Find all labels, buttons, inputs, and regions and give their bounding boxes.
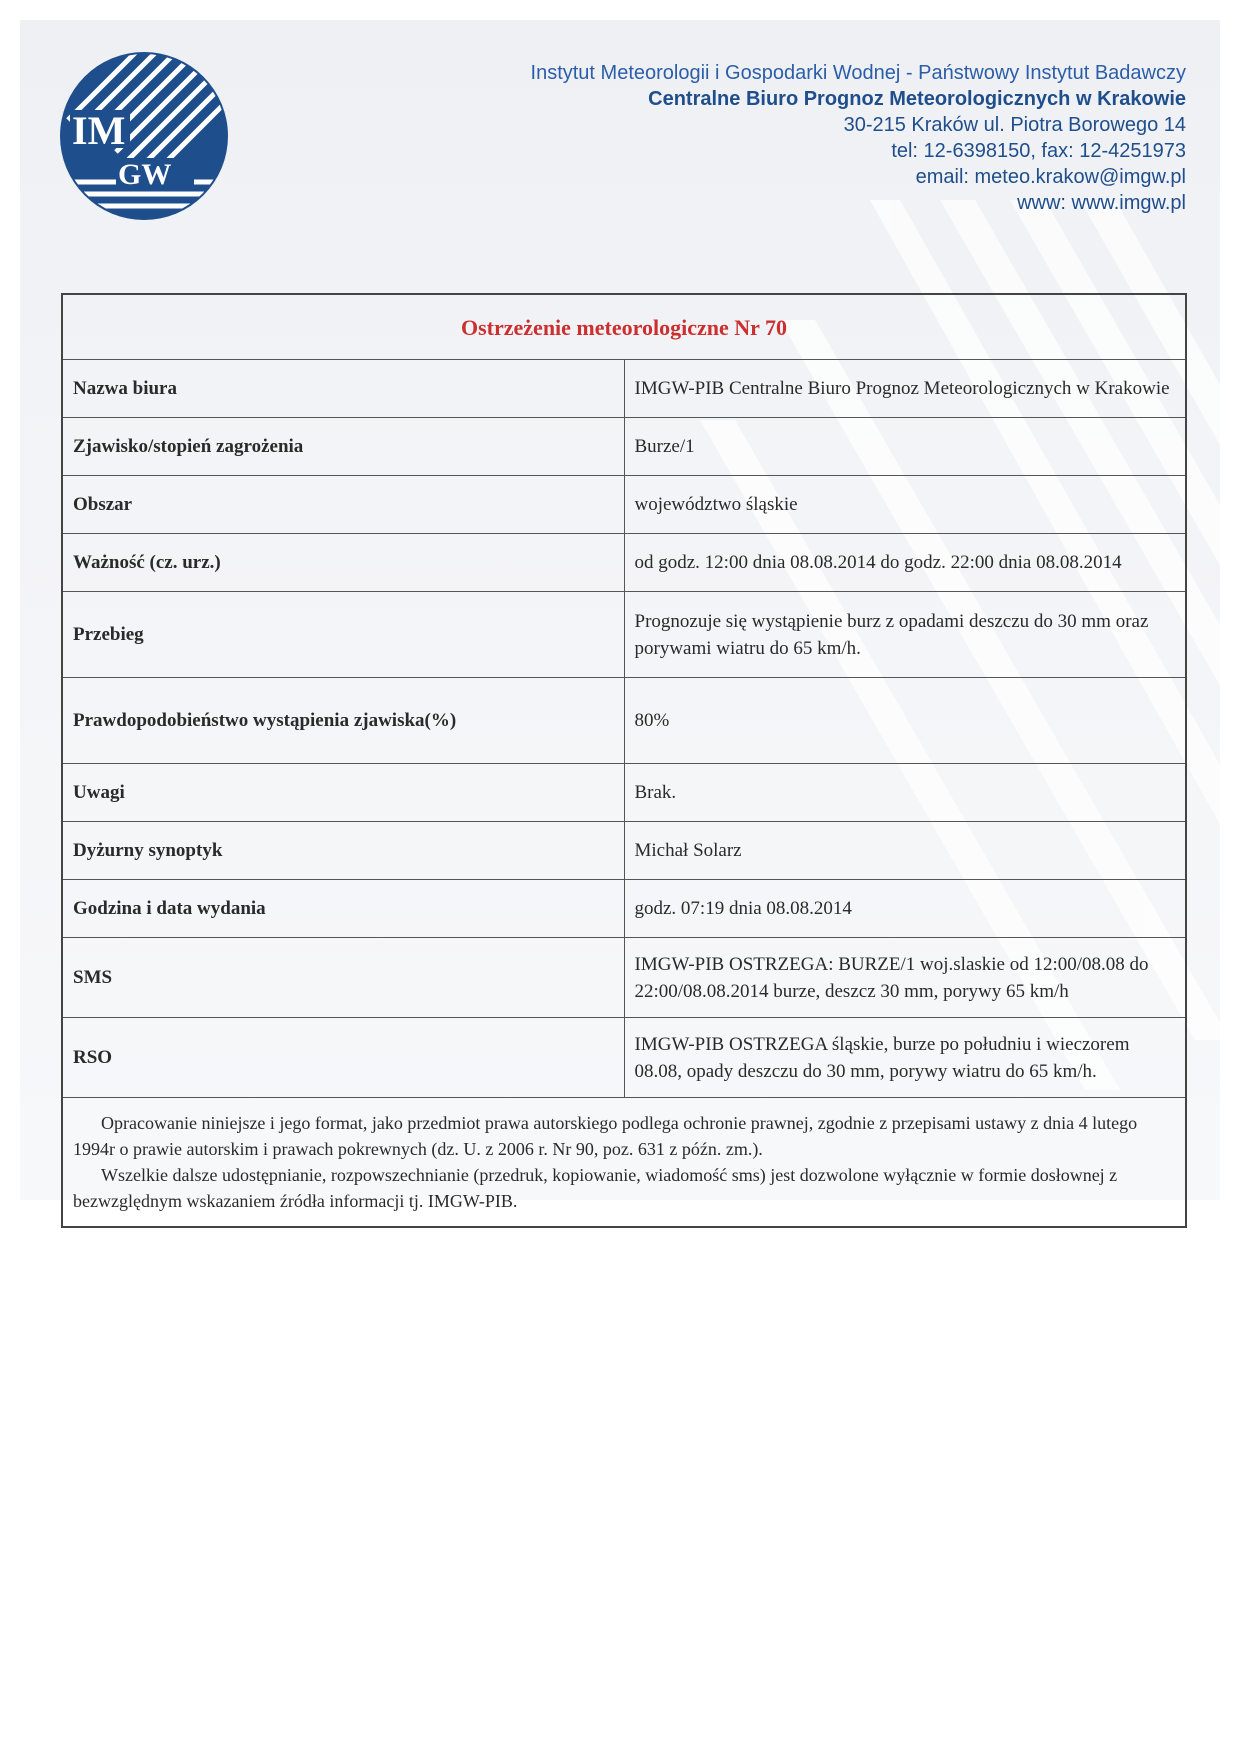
row-label: Zjawisko/stopień zagrożenia bbox=[62, 418, 624, 476]
website: www: www.imgw.pl bbox=[1017, 192, 1186, 214]
table-row bbox=[62, 938, 1186, 1018]
title-row bbox=[62, 294, 1186, 360]
phone-fax: tel: 12-6398150, fax: 12-4251973 bbox=[891, 140, 1186, 162]
row-value: Brak. bbox=[624, 764, 1186, 822]
row-label: SMS bbox=[62, 938, 624, 1018]
row-value: 80% bbox=[624, 678, 1186, 764]
bureau-name: Centralne Biuro Prognoz Meteorologicznych w Krakowie bbox=[648, 88, 1186, 110]
row-value: Burze/1 bbox=[624, 418, 1186, 476]
row-label: RSO bbox=[62, 1018, 624, 1098]
row-label: Godzina i data wydania bbox=[62, 880, 624, 938]
svg-text:GW: GW bbox=[118, 158, 172, 191]
row-label: Ważność (cz. urz.) bbox=[62, 534, 624, 592]
warning-table bbox=[61, 293, 1187, 1228]
table-row bbox=[62, 822, 1186, 880]
row-value: IMGW-PIB OSTRZEGA: BURZE/1 woj.slaskie od 12:00/08.08 do 22:00/08.08.2014 burze, deszcz 30 mm, porywy 65 km/h bbox=[624, 938, 1186, 1018]
distribution-paragraph: Wszelkie dalsze udostępnianie, rozpowszechnianie (przedruk, kopiowanie, wiadomość sms) jest dozwolone wyłącznie w formie dosłownej z bezwzględnym wskazaniem źródła informacji tj. IMGW-PIB. bbox=[73, 1165, 1118, 1211]
address: 30-215 Kraków ul. Piotra Borowego 14 bbox=[843, 114, 1186, 136]
email: email: meteo.krakow@imgw.pl bbox=[915, 166, 1186, 188]
table-row bbox=[62, 476, 1186, 534]
row-value: IMGW-PIB Centralne Biuro Prognoz Meteorologicznych w Krakowie bbox=[624, 360, 1186, 418]
table-row bbox=[62, 418, 1186, 476]
table-row bbox=[62, 764, 1186, 822]
row-label: Nazwa biura bbox=[62, 360, 624, 418]
row-value: IMGW-PIB OSTRZEGA śląskie, burze po południu i wieczorem 08.08, opady deszczu do 30 mm, porywy wiatru do 65 km/h. bbox=[624, 1018, 1186, 1098]
row-label: Prawdopodobieństwo wystąpienia zjawiska(%) bbox=[62, 678, 624, 764]
footer-row bbox=[62, 1098, 1186, 1228]
row-value: godz. 07:19 dnia 08.08.2014 bbox=[624, 880, 1186, 938]
svg-text:IM: IM bbox=[72, 108, 126, 153]
row-value: Michał Solarz bbox=[624, 822, 1186, 880]
row-label: Przebieg bbox=[62, 592, 624, 678]
row-label: Dyżurny synoptyk bbox=[62, 822, 624, 880]
table-row bbox=[62, 592, 1186, 678]
warning-title: Ostrzeżenie meteorologiczne Nr 70 bbox=[62, 294, 1186, 360]
copyright-paragraph: Opracowanie niniejsze i jego format, jako przedmiot prawa autorskiego podlega ochronie prawnej, zgodnie z przepisami ustawy z dnia 4 lutego 1994r o prawie autorskim i prawach pokrewnych (dz. U. z 2006 r. Nr 90, poz. 631 z późn. zm.). bbox=[73, 1113, 1138, 1159]
table-row bbox=[62, 1018, 1186, 1098]
row-label: Obszar bbox=[62, 476, 624, 534]
table-row bbox=[62, 880, 1186, 938]
institute-name: Instytut Meteorologii i Gospodarki Wodnej - Państwowy Instytut Badawczy bbox=[530, 62, 1186, 84]
institute-header bbox=[426, 60, 1186, 216]
copyright-notice bbox=[62, 1098, 1186, 1228]
row-value: od godz. 12:00 dnia 08.08.2014 do godz. 22:00 dnia 08.08.2014 bbox=[624, 534, 1186, 592]
table-row bbox=[62, 360, 1186, 418]
row-value: województwo śląskie bbox=[624, 476, 1186, 534]
row-value: Prognozuje się wystąpienie burz z opadami deszczu do 30 mm oraz porywami wiatru do 65 km/h. bbox=[624, 592, 1186, 678]
imgw-logo bbox=[58, 50, 230, 222]
table-row bbox=[62, 678, 1186, 764]
row-label: Uwagi bbox=[62, 764, 624, 822]
table-row bbox=[62, 534, 1186, 592]
